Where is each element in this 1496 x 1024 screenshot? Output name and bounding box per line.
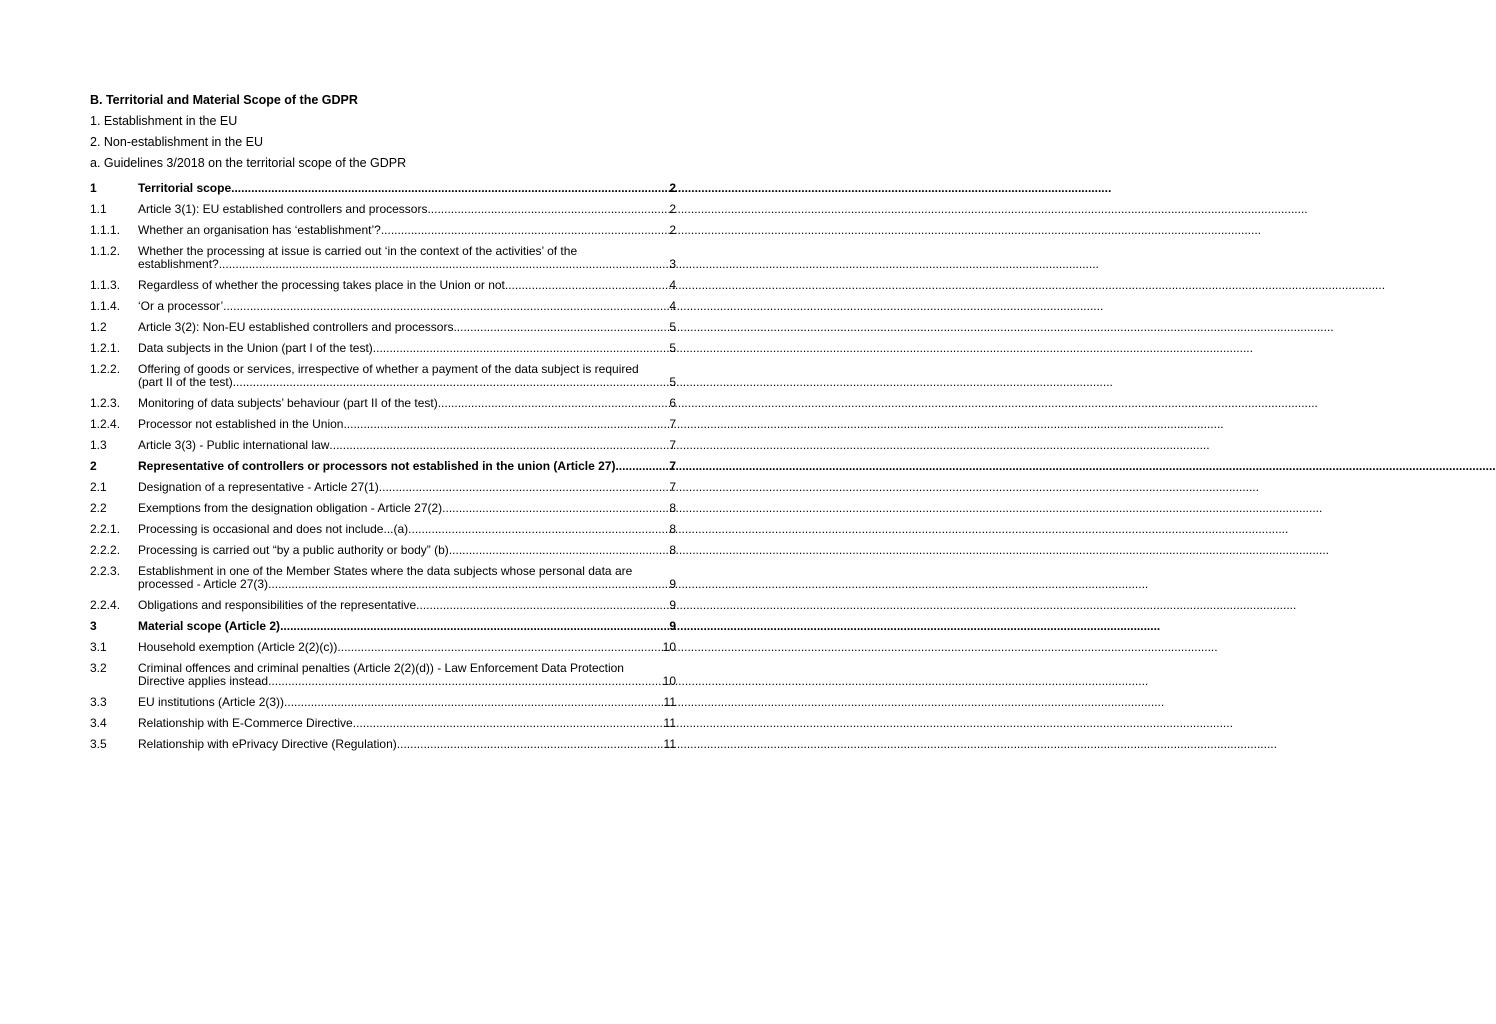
toc-entry-number: 1.1 <box>90 202 107 216</box>
toc-dot-leader <box>408 523 669 536</box>
toc-entry[interactable] <box>90 738 676 751</box>
toc-entry-title: Processing is carried out “by a public authority or body” (b) <box>138 543 449 557</box>
toc-entry-line <box>138 675 676 688</box>
toc-entry-number: 1.1.1. <box>90 223 121 237</box>
toc-entry-title-line: Whether the processing at issue is carried out ‘in the context of the activities’ of the <box>138 244 578 258</box>
toc-entry-number: 2.2.4. <box>90 598 121 612</box>
toc-entry-title: Household exemption (Article 2(2)(c)) <box>138 640 338 654</box>
toc-entry-page-number: 11 <box>663 695 676 709</box>
toc-dot-leader <box>381 224 670 237</box>
toc-entry-title: EU institutions (Article 2(3)) <box>138 695 285 709</box>
toc-entry[interactable] <box>90 717 676 730</box>
toc-entry-number: 1 <box>90 181 97 195</box>
toc-dot-leader <box>233 376 670 389</box>
toc-entry-number: 3.3 <box>90 695 107 709</box>
toc-entry-page-number: 9 <box>669 619 676 633</box>
toc-entry[interactable] <box>90 397 676 410</box>
toc-entry-title: Relationship with ePrivacy Directive (Regulation) <box>138 737 397 751</box>
intro-line: a. Guidelines 3/2018 on the territorial scope of the GDPR <box>90 156 407 170</box>
toc-entry-line <box>138 397 676 410</box>
toc-entry-title: ‘Or a processor’ <box>138 299 224 313</box>
toc-dot-leader <box>615 460 669 473</box>
toc-entry[interactable] <box>90 363 676 389</box>
toc-entry-number: 1.2.2. <box>90 362 121 376</box>
toc-entry[interactable] <box>90 439 676 452</box>
toc-entry-body <box>138 182 676 195</box>
toc-entry[interactable] <box>90 460 676 473</box>
toc-entry-body <box>138 696 676 709</box>
toc-entry-number: 1.1.2. <box>90 244 121 258</box>
toc-entry-page-number: 2 <box>669 223 676 237</box>
toc-entry-number: 3 <box>90 619 97 633</box>
toc-entry-page-number: 2 <box>669 181 676 195</box>
toc-entry-line <box>138 439 676 452</box>
toc-entry[interactable] <box>90 523 676 536</box>
toc-entry-body <box>138 203 676 216</box>
toc-entry-title: Territorial scope <box>138 181 232 195</box>
toc-entry-number: 1.2.4. <box>90 417 121 431</box>
toc-entry-page-number: 7 <box>669 459 676 473</box>
toc-entry-number: 2.2.3. <box>90 564 121 578</box>
toc-entry-body <box>138 418 676 431</box>
table-of-contents <box>90 182 676 751</box>
toc-entry-page-number: 9 <box>669 598 676 612</box>
toc-dot-leader <box>442 502 669 515</box>
toc-entry-number: 2.2 <box>90 501 107 515</box>
toc-entry-title: (part II of the test) <box>138 375 233 389</box>
toc-entry-body <box>138 599 676 612</box>
toc-dot-leader <box>268 675 663 688</box>
toc-entry-page-number: 7 <box>669 438 676 452</box>
toc-entry-title: Directive applies instead <box>138 674 269 688</box>
toc-entry-body <box>138 544 676 557</box>
toc-dot-leader <box>373 342 670 355</box>
toc-entry-number: 3.1 <box>90 640 107 654</box>
toc-entry-title: Monitoring of data subjects’ behaviour (part II of the test) <box>138 396 438 410</box>
toc-entry-title: Processing is occasional and does not include...(a) <box>138 522 409 536</box>
toc-dot-leader <box>337 641 662 654</box>
toc-entry-body <box>138 481 676 494</box>
toc-entry-title: Obligations and responsibilities of the representative <box>138 598 417 612</box>
toc-entry-page-number: 5 <box>669 320 676 334</box>
toc-entry-page-number: 10 <box>662 674 676 688</box>
toc-entry-line <box>138 224 676 237</box>
toc-entry-page-number: 8 <box>669 501 676 515</box>
intro-line: 2. Non-establishment in the EU <box>90 135 264 149</box>
toc-entry-body <box>138 363 676 389</box>
toc-entry[interactable] <box>90 544 676 557</box>
toc-dot-leader <box>219 258 670 271</box>
toc-entry[interactable] <box>90 182 676 195</box>
toc-entry-page-number: 9 <box>669 577 676 591</box>
toc-entry-line <box>138 599 676 612</box>
toc-dot-leader <box>449 544 670 557</box>
toc-entry-body <box>138 717 676 730</box>
toc-entry-number: 2 <box>90 459 97 473</box>
toc-entry-line <box>138 182 676 195</box>
toc-entry-number: 1.1.4. <box>90 299 121 313</box>
toc-entry-title: processed - Article 27(3) <box>138 577 269 591</box>
toc-entry[interactable] <box>90 599 676 612</box>
toc-dot-leader <box>280 620 669 633</box>
toc-entry[interactable] <box>90 203 676 216</box>
toc-entry-body <box>138 342 676 355</box>
toc-entry[interactable] <box>90 342 676 355</box>
toc-entry-line <box>138 376 676 389</box>
toc-entry-body <box>138 620 676 633</box>
toc-entry-page-number: 4 <box>669 299 676 313</box>
toc-entry-title: Article 3(1): EU established controllers and processors <box>138 202 428 216</box>
toc-dot-leader <box>223 300 669 313</box>
toc-entry[interactable] <box>90 224 676 237</box>
toc-entry[interactable] <box>90 502 676 515</box>
toc-entry[interactable] <box>90 321 676 334</box>
toc-entry[interactable] <box>90 300 676 313</box>
toc-entry-body <box>138 641 676 654</box>
toc-entry-page-number: 10 <box>662 640 676 654</box>
toc-entry-body <box>138 662 676 688</box>
toc-entry-line <box>138 460 676 473</box>
toc-entry-body <box>138 245 676 271</box>
toc-entry-number: 3.4 <box>90 716 107 730</box>
toc-entry-body <box>138 279 676 292</box>
toc-entry-body <box>138 502 676 515</box>
toc-entry-number: 3.5 <box>90 737 107 751</box>
intro-line: 1. Establishment in the EU <box>90 114 238 128</box>
toc-entry-page-number: 7 <box>669 417 676 431</box>
toc-entry-title: Representative of controllers or processors not established in the union (Article 27) <box>138 459 616 473</box>
toc-dot-leader <box>397 738 664 751</box>
toc-entry-page-number: 11 <box>663 737 676 751</box>
toc-entry-body <box>138 224 676 237</box>
toc-entry-line <box>138 578 676 591</box>
toc-entry-line <box>138 418 676 431</box>
toc-entry-title: Relationship with E-Commerce Directive <box>138 716 353 730</box>
toc-entry-line <box>138 203 676 216</box>
toc-entry-page-number: 11 <box>663 716 676 730</box>
toc-entry-title: Processor not established in the Union <box>138 417 344 431</box>
toc-dot-leader <box>343 418 669 431</box>
toc-entry-title-line: Establishment in one of the Member States where the data subjects whose personal data are <box>138 564 633 578</box>
toc-dot-leader <box>427 203 669 216</box>
toc-entry[interactable] <box>90 620 676 633</box>
toc-dot-leader <box>329 439 669 452</box>
toc-entry-number: 1.2.3. <box>90 396 121 410</box>
toc-entry-body <box>138 439 676 452</box>
toc-entry-line <box>138 544 676 557</box>
toc-entry-page-number: 8 <box>669 543 676 557</box>
toc-dot-leader <box>379 481 670 494</box>
toc-entry-title: Article 3(3) - Public international law <box>138 438 330 452</box>
toc-entry-line <box>138 523 676 536</box>
document-page <box>90 92 676 759</box>
toc-entry-line <box>138 738 676 751</box>
toc-dot-leader <box>284 696 663 709</box>
toc-entry-body <box>138 738 676 751</box>
toc-entry[interactable] <box>90 662 676 688</box>
toc-entry-title: Material scope (Article 2) <box>138 619 281 633</box>
toc-dot-leader <box>268 578 669 591</box>
toc-entry-title: Designation of a representative - Article 27(1) <box>138 480 379 494</box>
toc-entry-page-number: 8 <box>669 522 676 536</box>
toc-entry-title: Article 3(2): Non-EU established controllers and processors <box>138 320 454 334</box>
toc-entry[interactable] <box>90 245 676 271</box>
toc-entry[interactable] <box>90 641 676 654</box>
toc-entry-title: Exemptions from the designation obligation - Article 27(2) <box>138 501 443 515</box>
toc-entry-line <box>138 717 676 730</box>
toc-entry-body <box>138 397 676 410</box>
toc-entry[interactable] <box>90 481 676 494</box>
toc-entry-title-line: Offering of goods or services, irrespective of whether a payment of the data subject is required <box>138 362 639 376</box>
toc-entry-line <box>138 481 676 494</box>
toc-entry-line <box>138 696 676 709</box>
toc-entry-number: 1.2 <box>90 320 107 334</box>
toc-entry-page-number: 2 <box>669 202 676 216</box>
toc-entry-line <box>138 342 676 355</box>
toc-dot-leader <box>438 397 670 410</box>
toc-entry[interactable] <box>90 565 676 591</box>
toc-entry-number: 2.1 <box>90 480 107 494</box>
toc-dot-leader <box>505 279 669 292</box>
toc-entry[interactable] <box>90 418 676 431</box>
toc-entry-page-number: 4 <box>669 278 676 292</box>
toc-entry-line <box>138 258 676 271</box>
toc-entry-number: 1.2.1. <box>90 341 121 355</box>
toc-entry-number: 3.2 <box>90 661 107 675</box>
toc-entry-number: 2.2.1. <box>90 522 121 536</box>
toc-entry-title: Data subjects in the Union (part I of the test) <box>138 341 373 355</box>
toc-entry-line <box>138 620 676 633</box>
toc-entry-number: 1.3 <box>90 438 107 452</box>
toc-entry-body <box>138 321 676 334</box>
toc-entry-title-line: Criminal offences and criminal penalties (Article 2(2)(d)) - Law Enforcement Data Protection <box>138 661 624 675</box>
toc-entry-line <box>138 641 676 654</box>
section-heading: B. Territorial and Material Scope of the GDPR <box>90 93 358 107</box>
toc-entry-body <box>138 523 676 536</box>
toc-entry-line <box>138 300 676 313</box>
toc-entry-page-number: 6 <box>669 396 676 410</box>
toc-entry-body <box>138 460 676 473</box>
toc-entry-page-number: 5 <box>669 375 676 389</box>
toc-entry-line <box>138 321 676 334</box>
toc-dot-leader <box>231 182 669 195</box>
toc-entry-body <box>138 565 676 591</box>
toc-entry-number: 2.2.2. <box>90 543 121 557</box>
toc-entry[interactable] <box>90 279 676 292</box>
toc-entry-page-number: 7 <box>669 480 676 494</box>
toc-dot-leader <box>453 321 669 334</box>
toc-entry-line <box>138 279 676 292</box>
toc-dot-leader <box>353 717 664 730</box>
toc-entry-body <box>138 300 676 313</box>
toc-entry-page-number: 5 <box>669 341 676 355</box>
toc-dot-leader <box>416 599 669 612</box>
toc-entry[interactable] <box>90 696 676 709</box>
toc-entry-title: Whether an organisation has ‘establishment’? <box>138 223 381 237</box>
toc-entry-line <box>138 502 676 515</box>
toc-entry-title: establishment? <box>138 257 219 271</box>
toc-entry-page-number: 3 <box>669 257 676 271</box>
toc-entry-number: 1.1.3. <box>90 278 121 292</box>
toc-entry-title: Regardless of whether the processing takes place in the Union or not <box>138 278 505 292</box>
